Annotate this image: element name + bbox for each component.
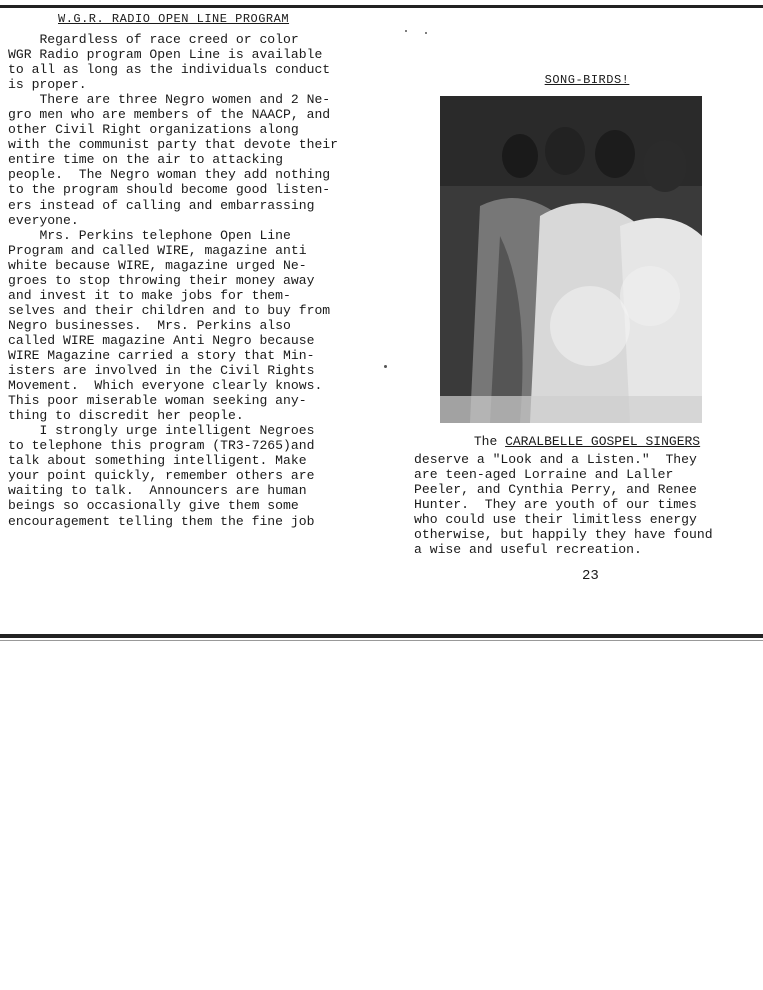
bottom-rule-thin: [0, 640, 763, 641]
song-birds-heading: SONG-BIRDS!: [544, 73, 630, 87]
right-column: [412, 72, 762, 557]
scan-speck: [405, 30, 407, 32]
scan-speck: [425, 32, 427, 34]
page-number: 23: [582, 568, 599, 584]
caption-group-name: CARALBELLE GOSPEL SINGERS: [505, 434, 701, 449]
song-birds-body: deserve a "Look and a Listen." They are teen-aged Lorraine and Laller Peeler, and Cynthia Perry, and Renee Hunter. They are youth of our times who could use their limitless energy otherwise, but happily they have found a wise and useful recreation.: [414, 452, 713, 558]
photo-caption: [412, 433, 762, 450]
scan-speck: [384, 365, 387, 368]
paragraph-4: I strongly urge intelligent Negroes to telephone this program (TR3-7265)and talk about something intelligent. Make your point quickly, remember others are waiting to talk. Announcers are human beings so occasionally give them some encouragement telling them the fine job: [8, 423, 315, 529]
singers-photo: [440, 96, 702, 423]
article-title: W.G.R. RADIO OPEN LINE PROGRAM: [58, 12, 290, 26]
paragraph-2: There are three Negro women and 2 Ne- gro men who are members of the NAACP, and other Civil Right organizations along with the communist party that devote their entire time on the air to attacking people. The Negro woman they add nothing to the program should become good listen- ers instead of calling and embarrassing everyone.: [8, 92, 339, 228]
left-column: [8, 10, 392, 537]
paragraph-1: Regardless of race creed or color WGR Radio program Open Line is available to all as long as the individuals conduct is proper.: [8, 32, 331, 93]
bottom-rule: [0, 634, 763, 638]
caption-prefix: The: [473, 434, 506, 449]
cut-off-line: [8, 529, 392, 537]
top-rule: [0, 5, 763, 8]
paragraph-3: Mrs. Perkins telephone Open Line Program and called WIRE, magazine anti white because WIRE, magazine urged Ne- groes to stop throwing their money away and invest it to make jobs for them- selves and their children and to buy from Negro businesses. Mrs. Perkins also called WIRE magazine Anti Negro because WIRE Magazine carried a story that Min- isters are involved in the Civil Rights Movement. Which everyone clearly knows. This poor miserable woman seeking any- thing to discredit her people.: [8, 227, 331, 424]
singers-photo-illustration: [440, 96, 702, 423]
